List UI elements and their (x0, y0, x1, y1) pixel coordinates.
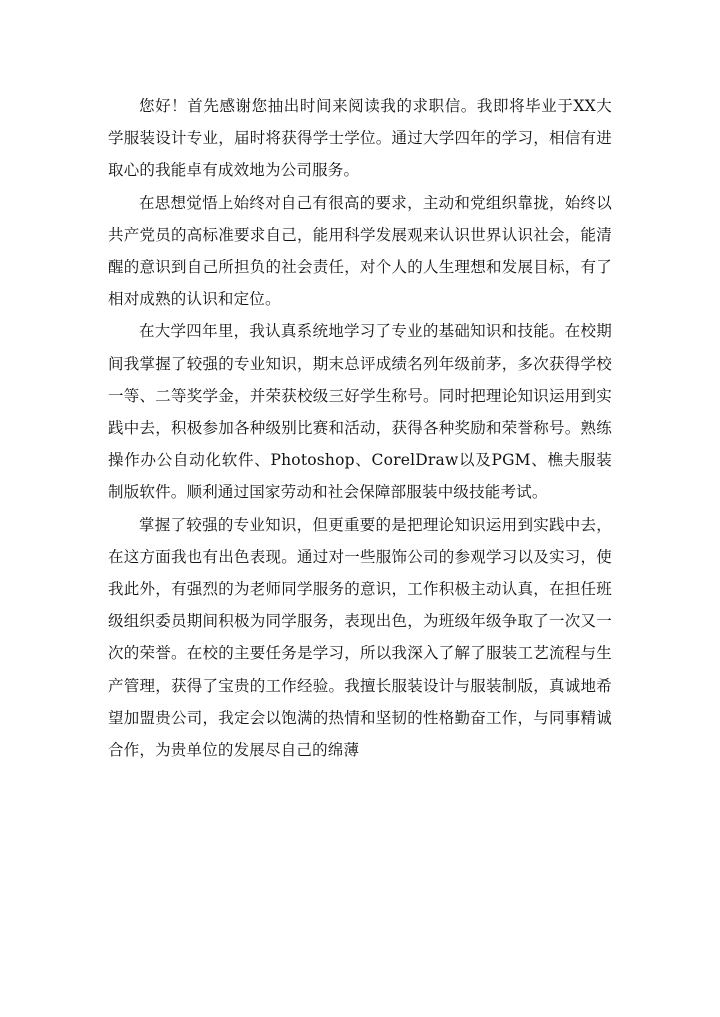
letter-body (108, 90, 612, 766)
paragraph-academics: 在大学四年里，我认真系统地学习了专业的基础知识和技能。在校期间我掌握了较强的专业知识，期末总评成绩名列年级前茅，多次获得学校一等、二等奖学金，并荣获校级三好学生称号。同时把理论知识运用到实践中去，积极参加各种级别比赛和活动，获得各种奖励和荣誉称号。熟练操作办公自动化软件、Photoshop、CorelDraw以及PGM、樵夫服装制版软件。顺利通过国家劳动和社会保障部服装中级技能考试。 (108, 322, 612, 502)
paragraph-ideology: 在思想觉悟上始终对自己有很高的要求，主动和党组织靠拢，始终以共产党员的高标准要求自己，能用科学发展观来认识世界认识社会，能清醒的意识到自己所担负的社会责任，对个人的人生理想和发展目标，有了相对成熟的认识和定位。 (108, 193, 612, 309)
paragraph-practice: 掌握了较强的专业知识，但更重要的是把理论知识运用到实践中去，在这方面我也有出色表现。通过对一些服饰公司的参观学习以及实习，使我此外，有强烈的为老师同学服务的意识，工作积极主动认真，在担任班级组织委员期间积极为同学服务，表现出色，为班级年级争取了一次又一次的荣誉。在校的主要任务是学习，所以我深入了解了服装工艺流程与生产管理，获得了宝贵的工作经验。我擅长服装设计与服装制版，真诚地希望加盟贵公司，我定会以饱满的热情和坚韧的性格勤奋工作，与同事精诚合作，为贵单位的发展尽自己的绵薄 (108, 515, 612, 760)
paragraph-greeting: 您好！首先感谢您抽出时间来阅读我的求职信。我即将毕业于XX大学服装设计专业，届时将获得学士学位。通过大学四年的学习，相信有进取心的我能卓有成效地为公司服务。 (108, 97, 612, 180)
